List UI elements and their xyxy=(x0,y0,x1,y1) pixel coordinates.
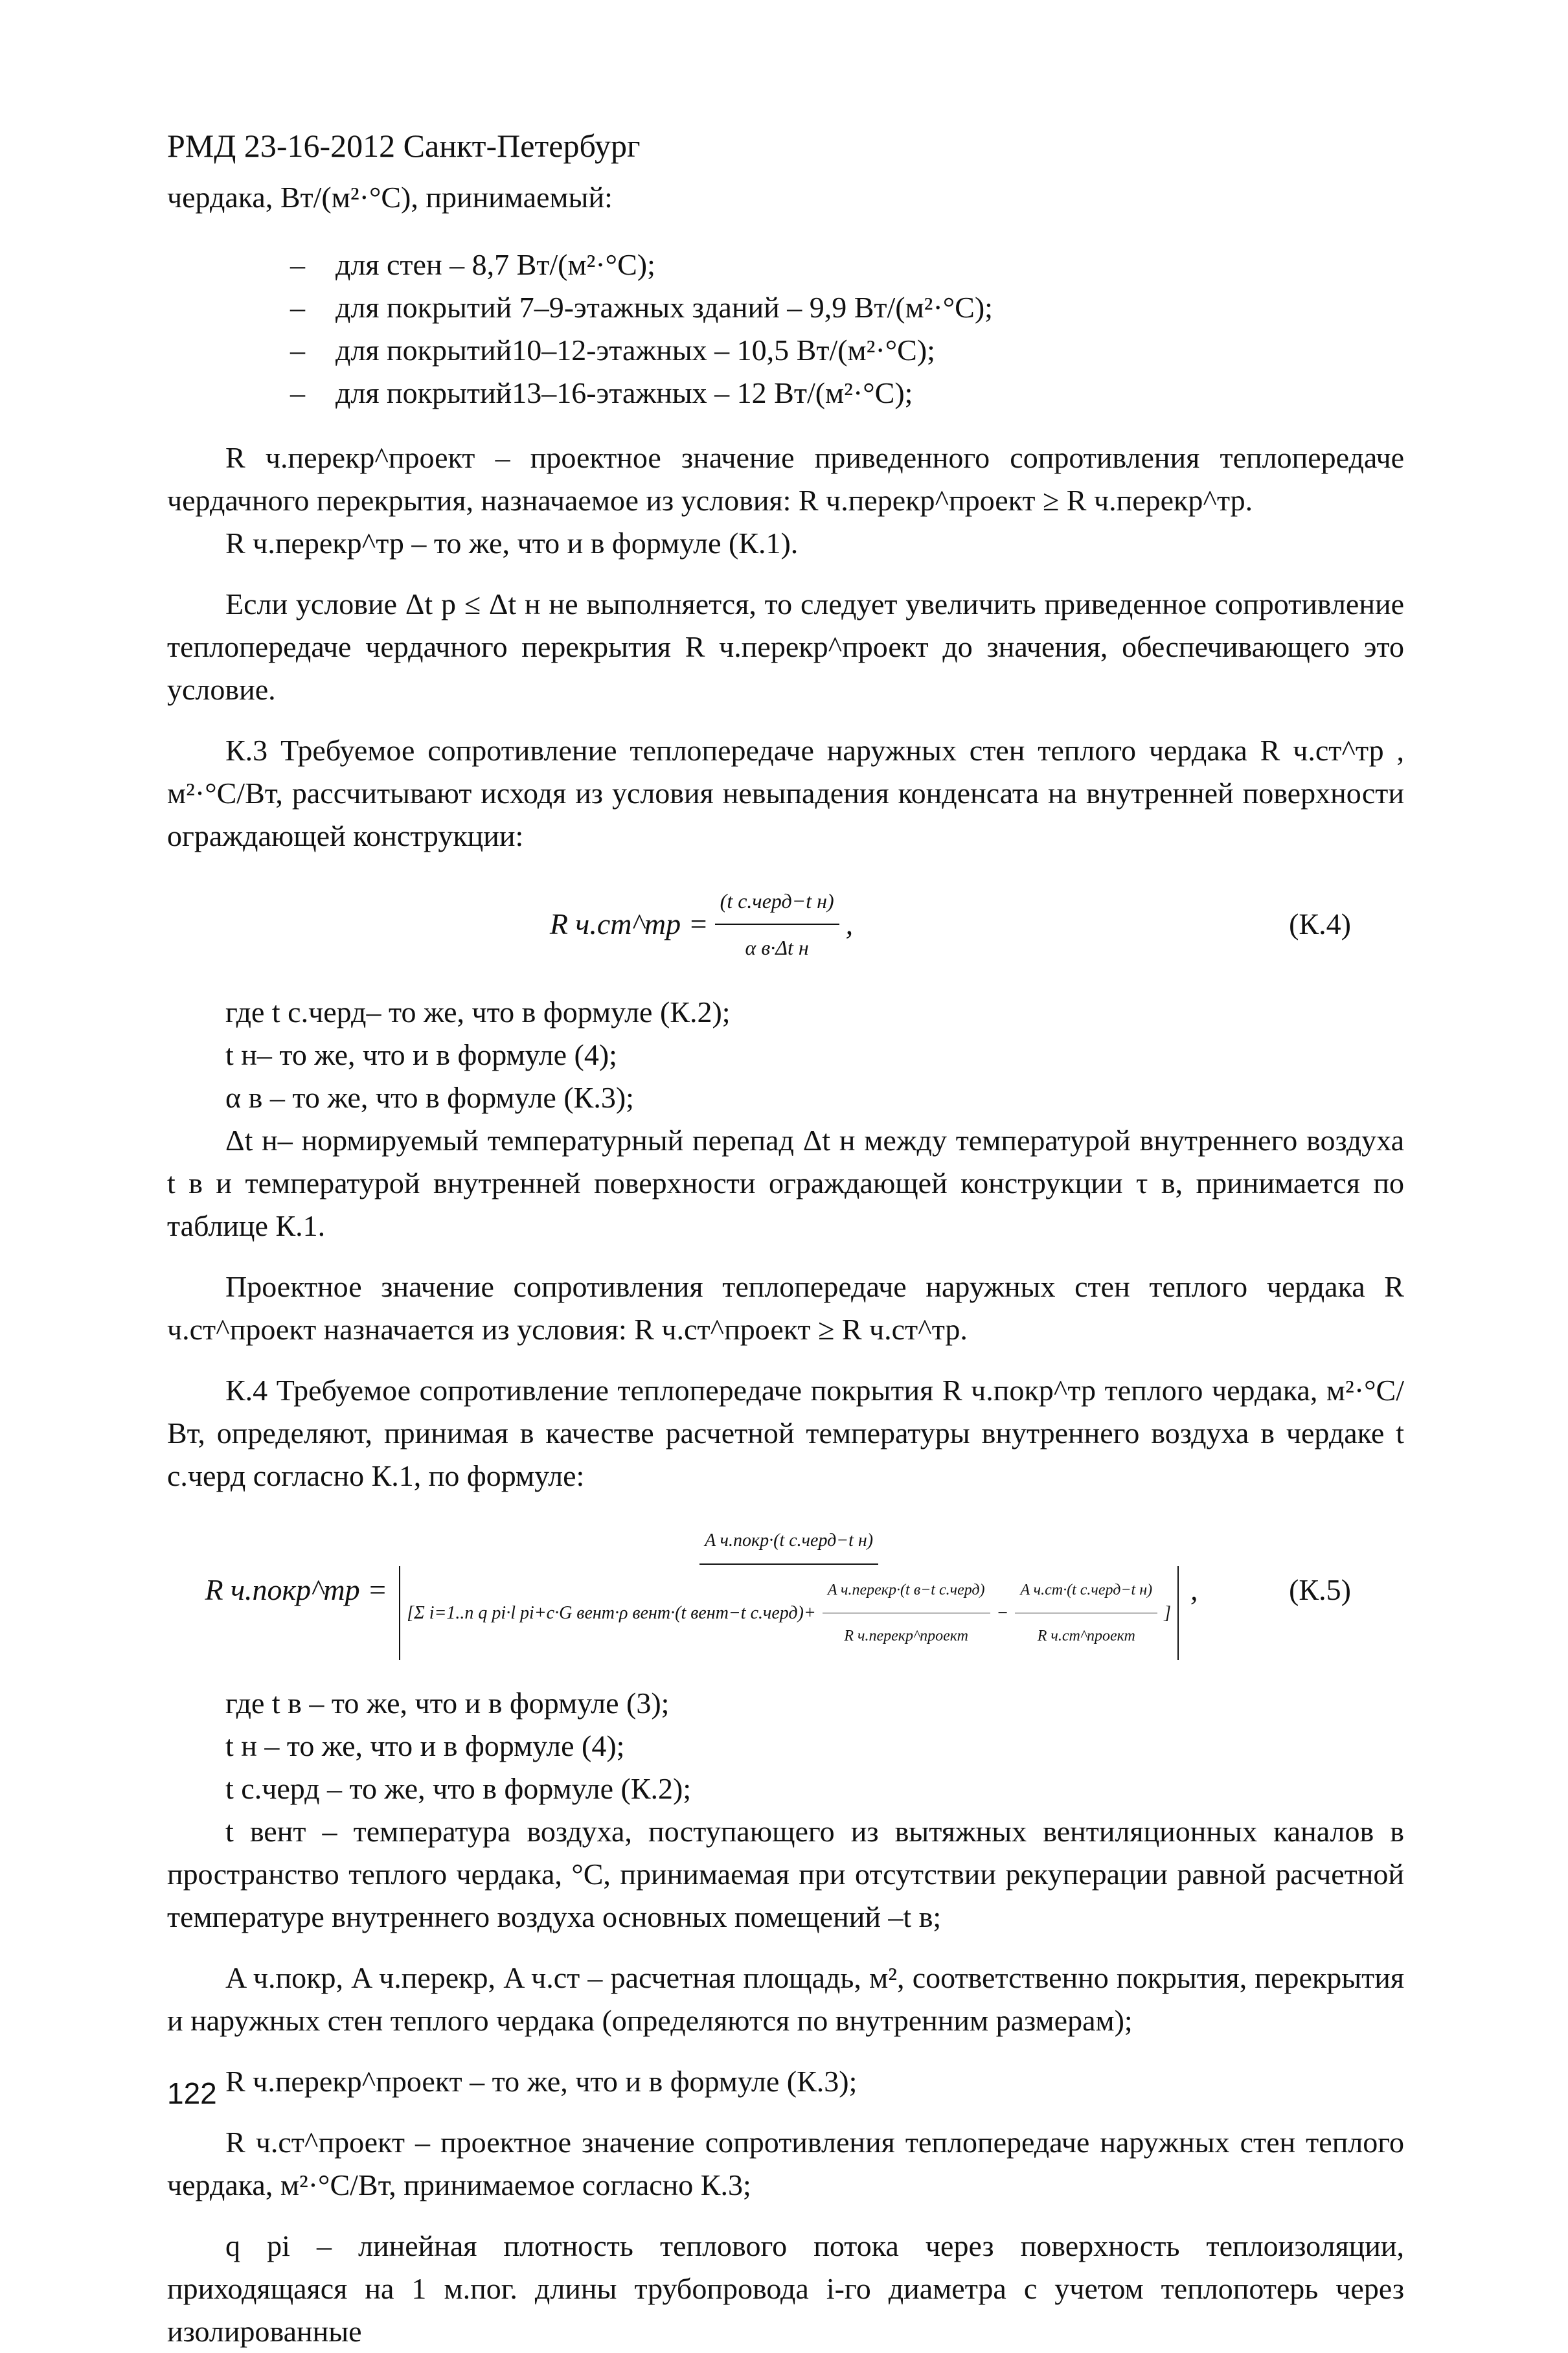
formula-k5-frac1-den: R ч.перекр^проект xyxy=(844,1628,969,1644)
formula-k5-frac2-den: R ч.ст^проект xyxy=(1037,1628,1135,1644)
formula-k5-lhs: R ч.покр^тр = xyxy=(205,1573,388,1606)
formula-k4-tail: , xyxy=(845,907,854,940)
paragraph-k5-where-2: t н – то же, что и в формуле (4); xyxy=(225,1729,625,1762)
document-body xyxy=(167,176,1404,2353)
formula-k5-frac2 xyxy=(1015,1569,1157,1657)
list-item: – для покрытий13–16-этажных – 12 Вт/(м²·°С); xyxy=(290,372,1404,415)
paragraph-k5-where-5: A ч.покр, A ч.перекр, A ч.ст – расчетная площадь, м², соответственно покрытия, перекрытия и наружных стен теплого чердака (определяются по внутренним размерам); xyxy=(167,1961,1404,2037)
formula-k4-denominator: α в·Δt н xyxy=(745,936,809,959)
paragraph-k4: К.4 Требуемое сопротивление теплопередаче покрытия R ч.покр^тр теплого чердака, м²·°С/Вт, определяют, принимая в качестве расчетной температуры внутреннего воздуха в чердаке t с.черд согласно К.1, по формуле: xyxy=(167,1374,1404,1492)
paragraph-k3: К.3 Требуемое сопротивление теплопередаче наружных стен теплого чердака R ч.ст^тр , м²·°С/Вт, рассчитывают исходя из условия невыпадения конденсата на внутренней поверхности ограждающей конструкции: xyxy=(167,734,1404,852)
paragraph-k5-where-3: t с.черд – то же, что в формуле (К.2); xyxy=(225,1772,692,1805)
list-item: – для покрытий10–12-этажных – 10,5 Вт/(м²·°С); xyxy=(290,329,1404,372)
paragraph-r-proj-perekr: R ч.перекр^проект – проектное значение приведенного сопротивления теплопередаче чердачного перекрытия, назначаемое из условия: R ч.перекр^проект ≥ R ч.перекр^тр. xyxy=(167,441,1404,517)
paragraph-k4-where-2: t н– то же, что и в формуле (4); xyxy=(225,1038,617,1071)
paragraph-r-tr-perekr: R ч.перекр^тр – то же, что и в формуле (К.1). xyxy=(225,527,799,560)
formula-k4-number: (К.4) xyxy=(1289,907,1351,940)
document-header: РМД 23-16-2012 Санкт-Петербург xyxy=(167,128,641,164)
formula-k5-frac2-num: A ч.ст·(t с.черд−t н) xyxy=(1015,1569,1157,1613)
paragraph-k5-where-1: где t в – то же, что и в формуле (3); xyxy=(225,1687,670,1720)
paragraph-k5-where-4: t вент – температура воздуха, поступающего из вытяжных вентиляционных каналов в пространство теплого чердака, °С, принимаемая при отсутствии рекуперации равной расчетной температуре внутреннего воздуха основных помещений –t в; xyxy=(167,1815,1404,1933)
formula-k4-numerator: (t с.черд−t н) xyxy=(715,880,839,925)
paragraph-k5-where-7: R ч.ст^проект – проектное значение сопротивления теплопередаче наружных стен теплого чердака, м²·°С/Вт, принимаемое согласно К.3; xyxy=(167,2126,1404,2201)
formula-k5 xyxy=(167,1519,1404,1660)
formula-k5-minus: − xyxy=(996,1602,1009,1623)
formula-k5-fraction xyxy=(394,1519,1184,1660)
paragraph-k5-where-6: R ч.перекр^проект – то же, что и в формуле (К.3); xyxy=(225,2065,858,2098)
formula-k4-fraction xyxy=(715,880,839,969)
formula-k4 xyxy=(167,880,1404,969)
list-item: – для покрытий 7–9-этажных зданий – 9,9 Вт/(м²·°С); xyxy=(290,286,1404,329)
formula-k5-frac1 xyxy=(823,1569,990,1657)
paragraph-if-condition: Если условие Δt р ≤ Δt н не выполняется, то следует увеличить приведенное сопротивление теплопередаче чердачного перекрытия R ч.перекр^проект до значения, обеспечивающего это условие. xyxy=(167,587,1404,706)
paragraph-k4-where-4: Δt н– нормируемый температурный перепад Δt н между температурой внутреннего воздуха t в и температурой внутренней поверхности ограждающей конструкции τ в, принимается по таблице К.1. xyxy=(167,1124,1404,1242)
formula-k5-tail: , xyxy=(1190,1573,1198,1606)
paragraph-k4-where-3: α в – то же, что в формуле (К.3); xyxy=(225,1081,634,1114)
formula-k5-number: (К.5) xyxy=(1289,1573,1351,1606)
coefficient-list xyxy=(167,244,1404,415)
page-number: 122 xyxy=(167,2076,217,2110)
formula-k5-den-close: ] xyxy=(1164,1602,1172,1623)
paragraph-k4-where-1: где t с.черд– то же, что в формуле (К.2); xyxy=(225,995,731,1029)
formula-k5-numerator: A ч.покр·(t с.черд−t н) xyxy=(699,1519,878,1565)
paragraph-k5-where-8: q pi – линейная плотность теплового потока через поверхность теплоизоляции, приходящаяся на 1 м.пог. длины трубопровода i-го диаметра с учетом теплопотерь через изолированные xyxy=(167,2229,1404,2348)
formula-k5-den-main: [Σ i=1..n q pi·l pi+c·G вент·ρ вент·(t вент−t с.черд)+ xyxy=(407,1602,816,1623)
formula-k5-frac1-num: A ч.перекр·(t в−t с.черд) xyxy=(823,1569,990,1613)
paragraph-l1: чердака, Вт/(м²·°С), принимаемый: xyxy=(167,181,613,214)
formula-k4-lhs: R ч.ст^тр = xyxy=(549,907,709,940)
list-item: – для стен – 8,7 Вт/(м²·°С); xyxy=(290,244,1404,286)
formula-k5-denominator xyxy=(394,1565,1184,1660)
paragraph-proj-walls: Проектное значение сопротивления теплопередаче наружных стен теплого чердака R ч.ст^проект назначается из условия: R ч.ст^проект ≥ R ч.ст^тр. xyxy=(167,1270,1404,1346)
